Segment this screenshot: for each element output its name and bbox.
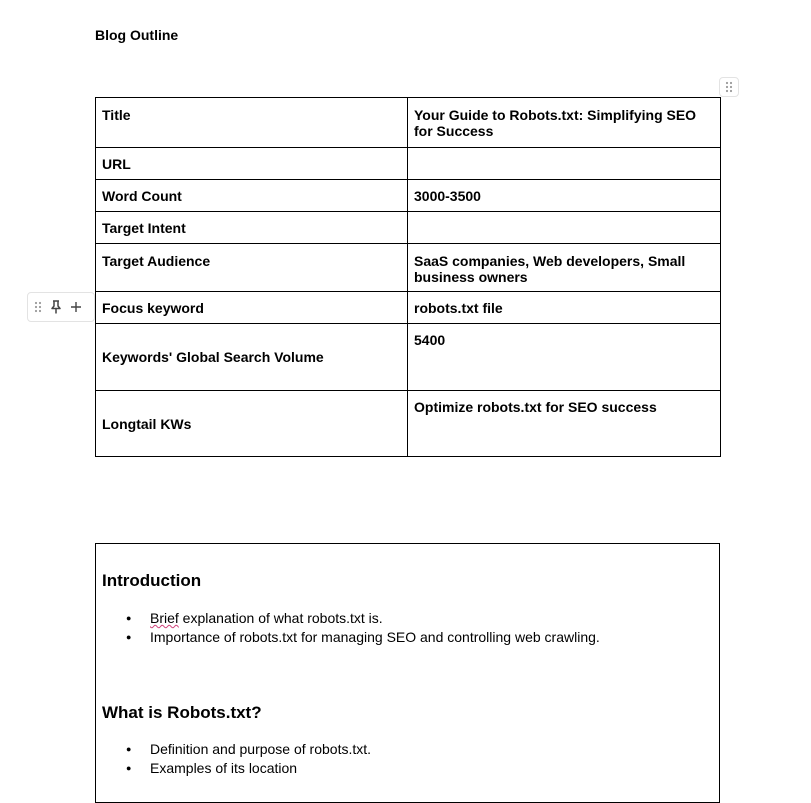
document-title: Blog Outline bbox=[95, 27, 179, 43]
value-cell[interactable]: robots.txt file bbox=[408, 292, 721, 324]
label-cell[interactable]: Target Audience bbox=[96, 244, 408, 292]
row-add-button[interactable] bbox=[70, 301, 82, 313]
table-row bbox=[96, 292, 721, 324]
bullet-text: explanation of what robots.txt is. bbox=[178, 610, 383, 626]
bullet-text: Definition and purpose of robots.txt. bbox=[150, 741, 372, 757]
label-cell[interactable]: Title bbox=[96, 98, 408, 148]
value-cell[interactable]: Your Guide to Robots.txt: Simplifying SEO for Success bbox=[408, 98, 721, 148]
grip-icon bbox=[724, 81, 734, 93]
table-row bbox=[96, 180, 721, 212]
section-heading-what-is-robots: What is Robots.txt? bbox=[102, 703, 262, 722]
label-cell[interactable]: Focus keyword bbox=[96, 292, 408, 324]
plus-icon bbox=[70, 301, 82, 313]
label-cell[interactable]: URL bbox=[96, 148, 408, 180]
label-cell[interactable]: Longtail KWs bbox=[96, 391, 408, 457]
label-cell[interactable]: Keywords' Global Search Volume bbox=[96, 324, 408, 391]
table-row bbox=[96, 324, 721, 391]
outline-box[interactable] bbox=[95, 543, 720, 803]
value-cell[interactable] bbox=[408, 212, 721, 244]
row-drag-handle[interactable] bbox=[34, 301, 42, 313]
value-cell[interactable]: Optimize robots.txt for SEO success bbox=[408, 391, 721, 457]
table-handle[interactable] bbox=[719, 77, 739, 97]
value-cell[interactable] bbox=[408, 148, 721, 180]
introduction-bullets bbox=[96, 609, 600, 647]
section-heading-introduction: Introduction bbox=[102, 571, 202, 590]
table-row bbox=[96, 391, 721, 457]
value-cell[interactable]: SaaS companies, Web developers, Small business owners bbox=[408, 244, 721, 292]
table-row bbox=[96, 244, 721, 292]
list-item[interactable] bbox=[96, 759, 371, 778]
what-is-robots-bullets bbox=[96, 740, 371, 778]
list-item[interactable] bbox=[96, 740, 371, 759]
row-pin-button[interactable] bbox=[50, 300, 62, 314]
pin-icon bbox=[50, 300, 62, 314]
misspelled-word[interactable]: Brief bbox=[150, 610, 179, 626]
table-row bbox=[96, 98, 721, 148]
blog-meta-table bbox=[95, 97, 721, 457]
bullet-text: Examples of its location bbox=[150, 760, 298, 776]
drag-handle-icon bbox=[34, 301, 42, 313]
list-item[interactable] bbox=[96, 628, 600, 647]
label-cell[interactable]: Target Intent bbox=[96, 212, 408, 244]
row-toolbar bbox=[27, 292, 95, 322]
value-cell[interactable]: 5400 bbox=[408, 324, 721, 391]
table-row bbox=[96, 148, 721, 180]
list-item[interactable] bbox=[96, 609, 600, 628]
label-cell[interactable]: Word Count bbox=[96, 180, 408, 212]
value-cell[interactable]: 3000-3500 bbox=[408, 180, 721, 212]
bullet-text: Importance of robots.txt for managing SEO and controlling web crawling. bbox=[150, 629, 600, 645]
table-row bbox=[96, 212, 721, 244]
